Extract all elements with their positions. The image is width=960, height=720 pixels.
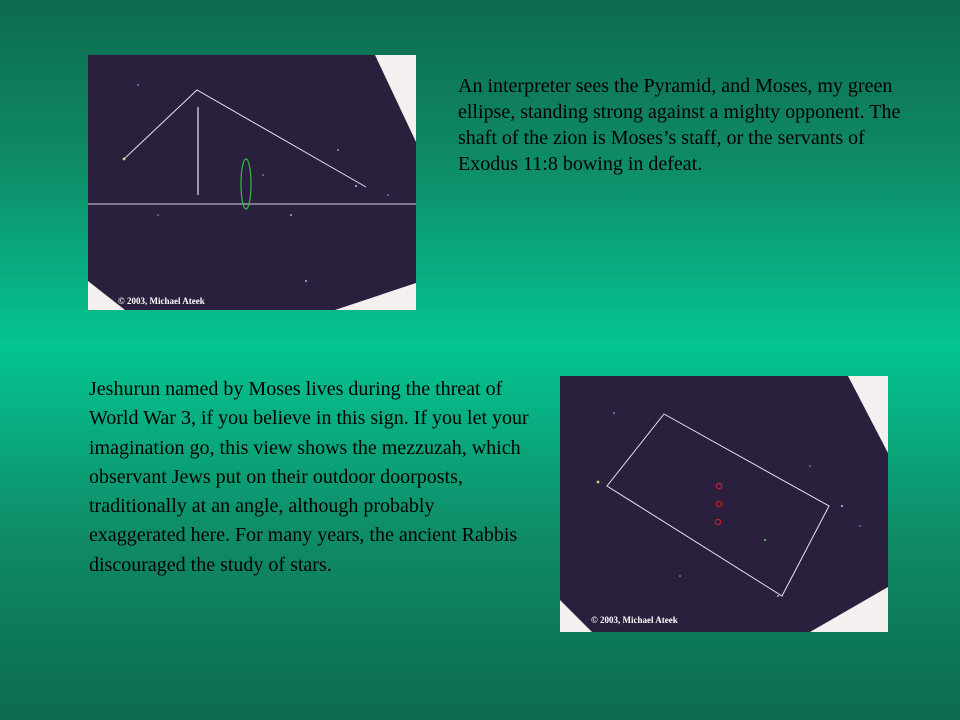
sky-region xyxy=(88,55,416,310)
star-photo-mezzuzah xyxy=(560,376,888,632)
star xyxy=(859,525,861,527)
star xyxy=(387,194,389,196)
star-field-mezzuzah xyxy=(560,376,888,632)
star xyxy=(137,84,139,86)
star xyxy=(597,481,600,484)
caption-pyramid: An interpreter sees the Pyramid, and Moses, my green ellipse, standing strong against a mighty opponent. The shaft of the zion is Moses’s staff, or the servants of Exodus 11:8 bowing in defeat. xyxy=(458,75,901,175)
star xyxy=(290,214,292,216)
star xyxy=(262,174,264,176)
star xyxy=(305,280,307,282)
caption-mezzuzah: Jeshurun named by Moses lives during the threat of World War 3, if you believe in this sign. If you let your imagination go, this view shows the mezzuzah, which observant Jews put on their outdoor doorposts, traditionally at an angle, although probably exaggerated here. For many years, the ancient Rabbis discouraged the study of stars. xyxy=(89,378,529,576)
star xyxy=(841,505,843,507)
star xyxy=(157,214,159,216)
photo-credit: © 2003, Michael Ateek xyxy=(591,615,678,625)
star xyxy=(809,465,811,467)
star xyxy=(613,412,615,414)
photo-credit: © 2003, Michael Ateek xyxy=(118,296,205,306)
star xyxy=(355,185,357,187)
star xyxy=(764,539,766,541)
sky-region xyxy=(560,376,888,632)
star-field-pyramid xyxy=(88,55,416,310)
star-photo-pyramid xyxy=(88,55,416,310)
star xyxy=(679,575,681,577)
star xyxy=(337,149,339,151)
star xyxy=(777,595,779,597)
